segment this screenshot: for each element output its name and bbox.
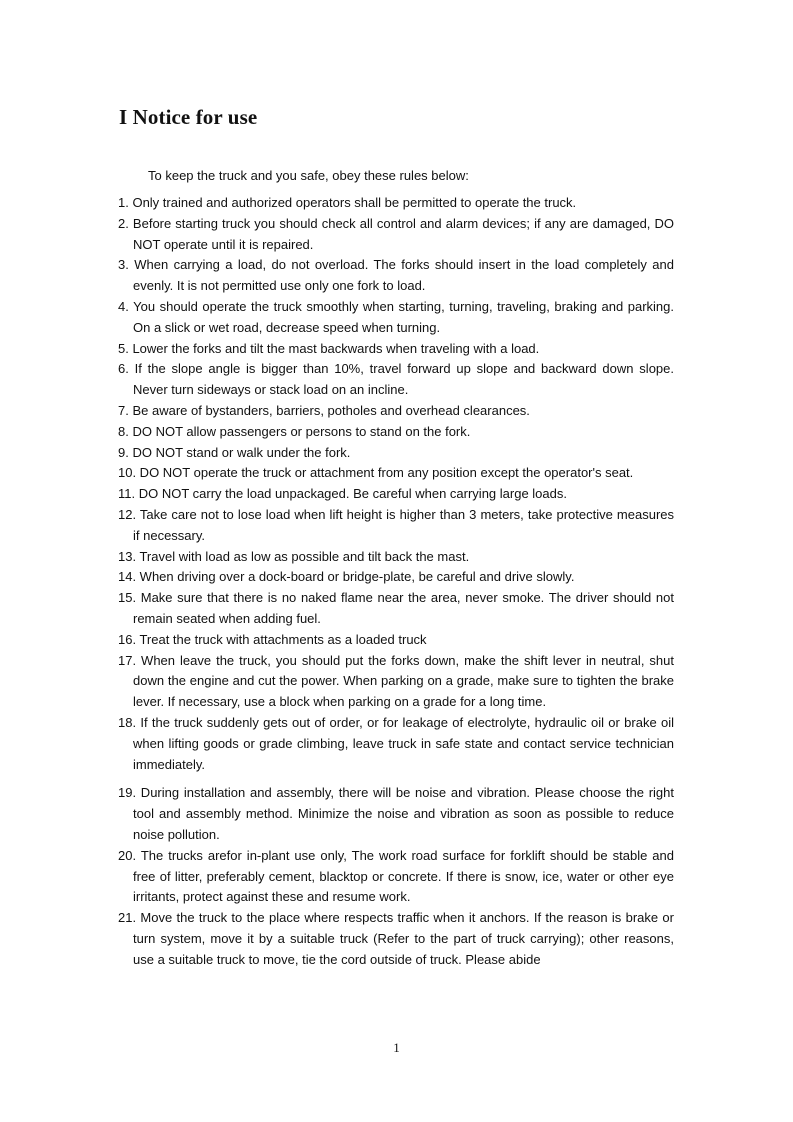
rule-item: 13. Travel with load as low as possible and tilt back the mast. xyxy=(118,548,470,564)
rule-item: 16. Treat the truck with attachments as a loaded truck xyxy=(118,631,427,647)
rule-item: 21. Move the truck to the place where respects traffic when it anchors. If the reason is brake or turn system, move it by a suitable truck (Refer to the part of truck carrying); other reasons, use a suitable truck to move, tie the cord outside of truck. Please abide xyxy=(118,910,674,967)
rule-item: 15. Make sure that there is no naked flame near the area, never smoke. The driver should not remain seated when adding fuel. xyxy=(118,590,674,626)
intro-text: To keep the truck and you safe, obey these rules below: xyxy=(148,168,469,183)
rule-item: 7. Be aware of bystanders, barriers, potholes and overhead clearances. xyxy=(118,402,530,418)
rule-item: 19. During installation and assembly, there will be noise and vibration. Please choose the right tool and assembly method. Minimize the noise and vibration as soon as possible to reduce noise pollution. xyxy=(118,785,674,842)
rule-item: 3. When carrying a load, do not overload. The forks should insert in the load completely and evenly. It is not permitted use only one fork to load. xyxy=(118,257,674,294)
rule-item: 4. You should operate the truck smoothly when starting, turning, traveling, braking and parking. On a slick or wet road, decrease speed when turning. xyxy=(118,298,674,335)
rules-list xyxy=(118,193,674,970)
rule-item: 8. DO NOT allow passengers or persons to stand on the fork. xyxy=(118,423,471,439)
rule-item: 18. If the truck suddenly gets out of order, or for leakage of electrolyte, hydraulic oil or brake oil when lifting goods or grade climbing, leave truck in safe state and contact service technician immediately. xyxy=(118,714,674,772)
rule-item: 10. DO NOT operate the truck or attachment from any position except the operator's seat. xyxy=(118,465,634,481)
rule-item: 1. Only trained and authorized operators shall be permitted to operate the truck. xyxy=(118,195,577,210)
rule-item: 9. DO NOT stand or walk under the fork. xyxy=(118,444,351,460)
rule-item: 6. If the slope angle is bigger than 10%, travel forward up slope and backward down slope. Never turn sideways or stack load on an incline. xyxy=(118,361,674,398)
rule-item: 17. When leave the truck, you should put the forks down, make the shift lever in neutral, shut down the engine and cut the power. When parking on a grade, make sure to tighten the brake lever. If necessary, use a block when parking on a grade for a long time. xyxy=(118,652,674,710)
rule-item: 2. Before starting truck you should check all control and alarm devices; if any are damaged, DO NOT operate until it is repaired. xyxy=(118,215,674,252)
section-title: I Notice for use xyxy=(119,105,258,129)
rule-item: 20. The trucks arefor in-plant use only, The work road surface for forklift should be stable and free of litter, preferably cement, blacktop or concrete. If there is snow, ice, water or other eye irritants, protect against these and resume work. xyxy=(118,847,674,905)
rule-item: 12. Take care not to lose load when lift height is higher than 3 meters, take protective measures if necessary. xyxy=(118,506,674,543)
page-number: 1 xyxy=(393,1040,400,1055)
rule-item: 5. Lower the forks and tilt the mast backwards when traveling with a load. xyxy=(118,340,540,356)
rule-item: 14. When driving over a dock-board or bridge-plate, be careful and drive slowly. xyxy=(118,569,575,585)
rule-item: 11. DO NOT carry the load unpackaged. Be careful when carrying large loads. xyxy=(118,486,567,502)
